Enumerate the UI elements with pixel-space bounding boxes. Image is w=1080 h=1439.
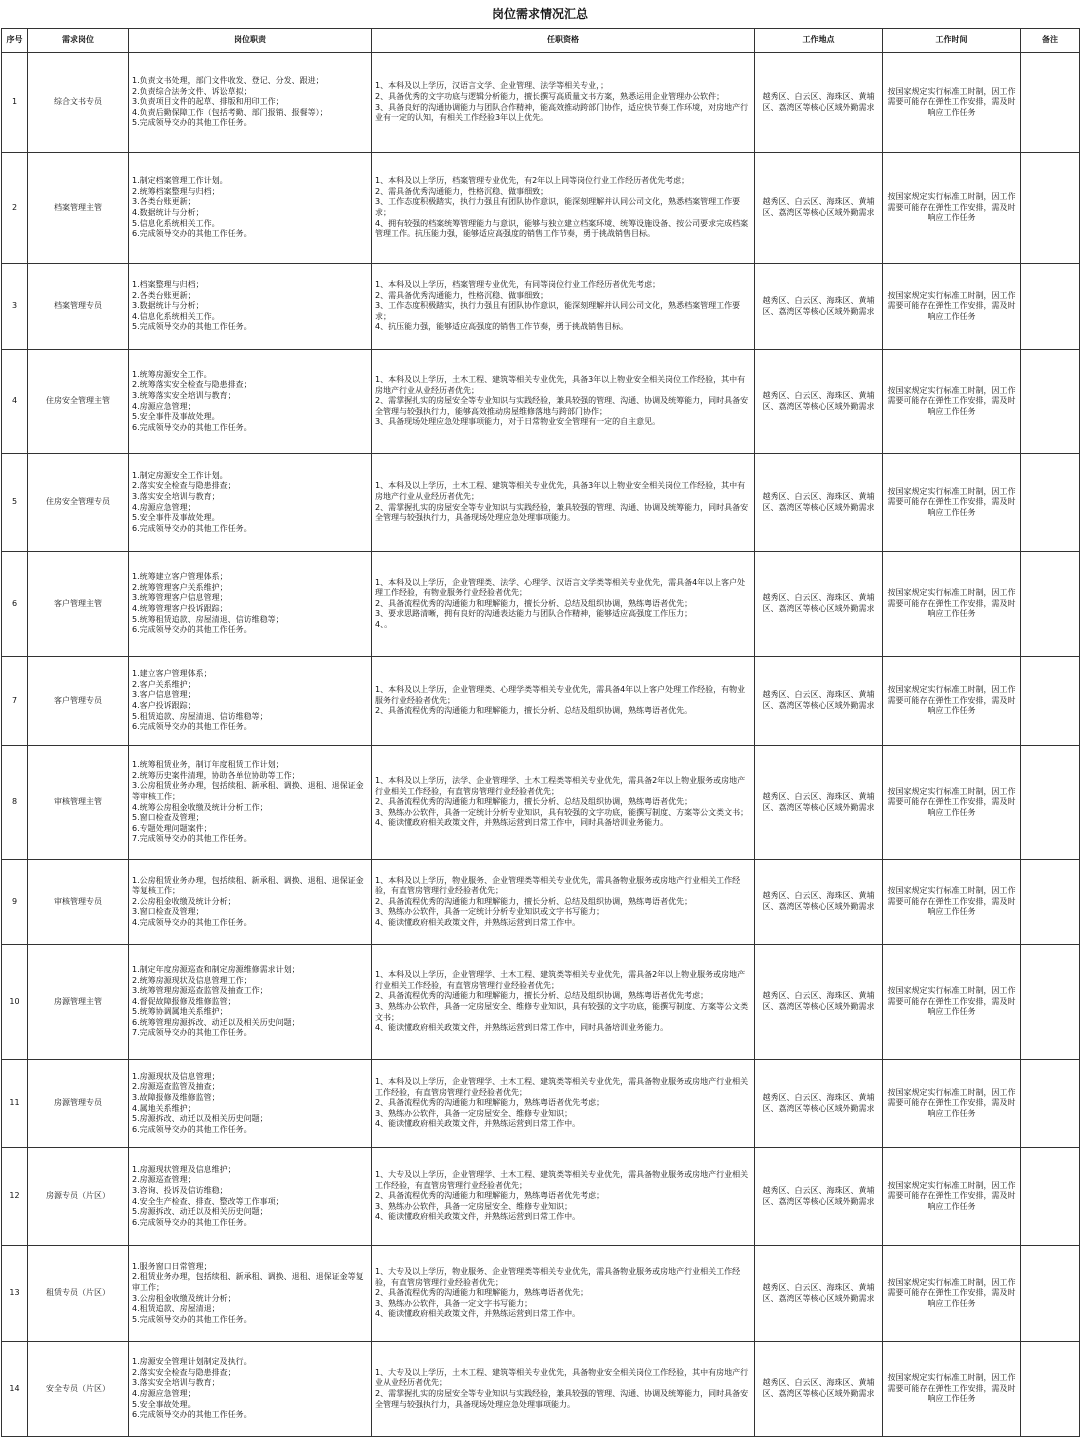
cell-time: 按国家规定实行标准工时制，因工作需要可能存在弹性工作安排，需及时响应工作任务: [883, 264, 1021, 350]
table-row: [2, 1148, 1080, 1246]
cell-position: 审核管理主管: [28, 746, 129, 860]
cell-no: 10: [2, 945, 28, 1060]
header-remark: 备注: [1021, 29, 1080, 53]
header-no: 序号: [2, 29, 28, 53]
cell-remark: [1021, 1246, 1080, 1342]
cell-no: 13: [2, 1246, 28, 1342]
header-position: 需求岗位: [28, 29, 129, 53]
header-row: [2, 29, 1080, 53]
table-row: [2, 264, 1080, 350]
header-qualifications: 任职资格: [372, 29, 755, 53]
cell-qualifications: 1、大专及以上学历，物业服务、企业管理类等相关专业优先，需具备物业服务或房地产行业相关工作经验，有直管房管理行业经验者优先； 2、具备流程优秀的沟通能力和理解能力，熟练粤语者优先； 3、熟练办公软件，具备一定文字书写能力； 4、能读懂政府相关政策文件，并熟练运营到日常工作中。: [372, 1246, 755, 1342]
cell-time: 按国家规定实行标准工时制，因工作需要可能存在弹性工作安排，需及时响应工作任务: [883, 746, 1021, 860]
cell-duties: 1.建立客户管理体系； 2.客户关系维护； 3.客户信息管理； 4.客户投诉跟踪； 5.租赁追款、房屋清退、信访维稳等； 6.完成领导交办的其他工作任务。: [129, 657, 372, 746]
table-row: [2, 860, 1080, 945]
cell-duties: 1.统筹建立客户管理体系； 2.统筹管理客户关系维护； 3.统筹管理客户信息管理； 4.统筹管理客户投诉跟踪； 5.统筹租赁追款、房屋清退、信访维稳等； 6.完成领导交办的其他工作任务。: [129, 552, 372, 657]
cell-position: 综合文书专员: [28, 53, 129, 153]
table-row: [2, 945, 1080, 1060]
cell-remark: [1021, 153, 1080, 264]
cell-time: 按国家规定实行标准工时制，因工作需要可能存在弹性工作安排，需及时响应工作任务: [883, 153, 1021, 264]
cell-qualifications: 1、本科及以上学历，物业服务、企业管理类等相关专业优先，需具备物业服务或房地产行业相关工作经验，有直管房管理行业经验者优先； 2、具备流程优秀的沟通能力和理解能力，擅长分析、总结及组织协调，熟练粤语者优先； 3、熟练办公软件，具备一定统计分析专业知识或文字书写能力； 4、能读懂政府相关政策文件，并熟练运营到日常工作中。: [372, 860, 755, 945]
cell-time: 按国家规定实行标准工时制，因工作需要可能存在弹性工作安排，需及时响应工作任务: [883, 1342, 1021, 1437]
cell-duties: 1.房源安全管理计划制定及执行。 2.落实安全检查与隐患排查； 3.落实安全培训与教育； 4.房源应急管理； 5.安全事故处理。 6.完成领导交办的其他工作任务。: [129, 1342, 372, 1437]
cell-location: 越秀区、白云区、海珠区、黄埔区、荔湾区等核心区域外勤需求: [755, 53, 883, 153]
cell-duties: 1.制定房源安全工作计划。 2.落实安全检查与隐患排查； 3.落实安全培训与教育； 4.房源应急管理； 5.安全事件及事故处理。 6.完成领导交办的其他工作任务。: [129, 454, 372, 552]
cell-position: 档案管理专员: [28, 264, 129, 350]
cell-position: 客户管理专员: [28, 657, 129, 746]
job-requirements-table: [1, 28, 1080, 1437]
cell-position: 租赁专员（片区）: [28, 1246, 129, 1342]
cell-location: 越秀区、白云区、海珠区、黄埔区、荔湾区等核心区域外勤需求: [755, 153, 883, 264]
cell-duties: 1.服务窗口日常管理； 2.租赁业务办理，包括续租、新承租、调换、退租、退保证金等复审工作； 3.公房租金收缴及统计分析； 4.租赁追款、房屋清退； 5.完成领导交办的其他工作任务。: [129, 1246, 372, 1342]
cell-position: 安全专员（片区）: [28, 1342, 129, 1437]
cell-time: 按国家规定实行标准工时制，因工作需要可能存在弹性工作安排，需及时响应工作任务: [883, 1060, 1021, 1148]
cell-qualifications: 1、本科及以上学历，企业管理类、法学、心理学、汉语言文学类等相关专业优先，需具备4年以上客户处理工作经验，有物业服务行业经验者优先； 2、具备流程优秀的沟通能力和理解能力，擅长分析、总结及组织协调，熟练粤语者优先； 3、要求思路清晰，拥有良好的沟通表达能力与团队合作精神，能够适应高强度工作压力； 4、。: [372, 552, 755, 657]
table-row: [2, 1246, 1080, 1342]
cell-no: 3: [2, 264, 28, 350]
cell-remark: [1021, 1342, 1080, 1437]
cell-no: 1: [2, 53, 28, 153]
cell-duties: 1.制定档案管理工作计划。 2.统筹档案整理与归档； 3.各类台账更新； 4.数据统计与分析； 5.信息化系统相关工作。 6.完成领导交办的其他工作任务。: [129, 153, 372, 264]
table-row: [2, 1342, 1080, 1437]
cell-location: 越秀区、白云区、海珠区、黄埔区、荔湾区等核心区域外勤需求: [755, 1060, 883, 1148]
cell-location: 越秀区、白云区、海珠区、黄埔区、荔湾区等核心区域外勤需求: [755, 1148, 883, 1246]
table-row: [2, 454, 1080, 552]
cell-duties: 1.统筹房源安全工作。 2.统筹落实安全检查与隐患排查； 3.统筹落实安全培训与教育； 4.房源应急管理； 5.安全事件及事故处理。 6.完成领导交办的其他工作任务。: [129, 350, 372, 454]
table-row: [2, 1060, 1080, 1148]
table-row: [2, 746, 1080, 860]
cell-time: 按国家规定实行标准工时制，因工作需要可能存在弹性工作安排，需及时响应工作任务: [883, 53, 1021, 153]
cell-remark: [1021, 264, 1080, 350]
cell-position: 审核管理专员: [28, 860, 129, 945]
cell-no: 2: [2, 153, 28, 264]
cell-duties: 1.公房租赁业务办理，包括续租、新承租、调换、退租、退保证金等复核工作； 2.公房租金收缴及统计分析； 3.窗口检查及管理； 4.完成领导交办的其他工作任务。: [129, 860, 372, 945]
cell-duties: 1.房源现状及信息管理； 2.房源巡查监管及抽查； 3.故障报修及维修监管； 4.属地关系维护； 5.房源拆改、动迁以及相关历史问题； 6.完成领导交办的其他工作任务。: [129, 1060, 372, 1148]
cell-qualifications: 1、本科及以上学历，企业管理学、土木工程、建筑类等相关专业优先，需具备物业服务或房地产行业相关工作经验，有直管房管理行业经验者优先； 2、具备流程优秀的沟通能力和理解能力，熟练粤语者优先考虑； 3、熟练办公软件，具备一定房屋安全、维修专业知识； 4、能读懂政府相关政策文件，并熟练运营到日常工作中。: [372, 1060, 755, 1148]
cell-position: 房源管理专员: [28, 1060, 129, 1148]
cell-remark: [1021, 552, 1080, 657]
table-row: [2, 657, 1080, 746]
cell-location: 越秀区、白云区、海珠区、黄埔区、荔湾区等核心区域外勤需求: [755, 454, 883, 552]
table-row: [2, 552, 1080, 657]
cell-no: 14: [2, 1342, 28, 1437]
cell-remark: [1021, 860, 1080, 945]
cell-duties: 1.统筹租赁业务，制订年度租赁工作计划； 2.统筹历史案件清理，协助各单位协助等工作； 3.公房租赁业务办理，包括续租、新承租、调换、退租、退保证金等审核工作； 4.统筹公房租金收缴及统计分析工作； 5.窗口检查及管理； 6.专题处理问题案件； 7.完成领导交办的其他工作任务。: [129, 746, 372, 860]
cell-no: 5: [2, 454, 28, 552]
cell-no: 4: [2, 350, 28, 454]
cell-qualifications: 1、大专及以上学历，土木工程、建筑等相关专业优先，具备物业安全相关岗位工作经验，其中有房地产行业从业经历者优先； 2、需掌握扎实的房屋安全等专业知识与实践经验，兼具较强的管理、沟通、协调及统筹能力，同时具备安全管理与较强执行力，具备现场处理应急处理事项能力。: [372, 1342, 755, 1437]
cell-qualifications: 1、本科及以上学历，土木工程、建筑等相关专业优先，具备3年以上物业安全相关岗位工作经验，其中有房地产行业从业经历者优先； 2、需掌握扎实的房屋安全等专业知识与实践经验，兼具较强的管理、沟通、协调及统筹能力，同时具备安全管理与较强执行力，具备现场处理应急处理事项能力。: [372, 454, 755, 552]
cell-position: 客户管理主管: [28, 552, 129, 657]
cell-time: 按国家规定实行标准工时制，因工作需要可能存在弹性工作安排，需及时响应工作任务: [883, 1148, 1021, 1246]
cell-no: 8: [2, 746, 28, 860]
cell-qualifications: 1、本科及以上学历，档案管理专业优先，有同等岗位行业工作经历者优先考虑； 2、需具备优秀沟通能力，性格沉稳、做事细致； 3、工作态度积极踏实，执行力强且有团队协作意识，能深刻理解并认同公司文化，熟悉档案管理工作要求； 4、抗压能力强，能够适应高强度的销售工作节奏，勇于挑战销售目标。: [372, 264, 755, 350]
header-time: 工作时间: [883, 29, 1021, 53]
cell-time: 按国家规定实行标准工时制，因工作需要可能存在弹性工作安排，需及时响应工作任务: [883, 454, 1021, 552]
cell-location: 越秀区、白云区、海珠区、黄埔区、荔湾区等核心区域外勤需求: [755, 746, 883, 860]
cell-position: 住房安全管理专员: [28, 454, 129, 552]
cell-location: 越秀区、白云区、海珠区、黄埔区、荔湾区等核心区域外勤需求: [755, 1342, 883, 1437]
cell-location: 越秀区、白云区、海珠区、黄埔区、荔湾区等核心区域外勤需求: [755, 264, 883, 350]
table-row: [2, 53, 1080, 153]
cell-no: 7: [2, 657, 28, 746]
table-row: [2, 350, 1080, 454]
cell-time: 按国家规定实行标准工时制，因工作需要可能存在弹性工作安排，需及时响应工作任务: [883, 860, 1021, 945]
cell-qualifications: 1、本科及以上学历，企业管理类、心理学类等相关专业优先，需具备4年以上客户处理工作经验，有物业服务行业经验者优先； 2、具备流程优秀的沟通能力和理解能力，擅长分析、总结及组织协调，熟练粤语者优先。: [372, 657, 755, 746]
cell-remark: [1021, 454, 1080, 552]
cell-no: 6: [2, 552, 28, 657]
cell-duties: 1.房源现状管理及信息维护； 2.房源巡查管理； 3.咨询、投诉及信访维稳； 4.安全生产检查、排查、整改等工作事项； 5.房源拆改、动迁以及相关历史问题； 6.完成领导交办的其他工作任务。: [129, 1148, 372, 1246]
cell-qualifications: 1、大专及以上学历，企业管理学、土木工程、建筑类等相关专业优先，需具备物业服务或房地产行业相关工作经验，有直管房管理行业经验者优先； 2、具备流程优秀的沟通能力和理解能力，熟练粤语者优先考虑； 3、熟练办公软件，具备一定房屋安全、维修专业知识； 4、能读懂政府相关政策文件，并熟练运营到日常工作中。: [372, 1148, 755, 1246]
cell-remark: [1021, 1148, 1080, 1246]
cell-remark: [1021, 53, 1080, 153]
header-location: 工作地点: [755, 29, 883, 53]
cell-time: 按国家规定实行标准工时制，因工作需要可能存在弹性工作安排，需及时响应工作任务: [883, 350, 1021, 454]
cell-qualifications: 1、本科及以上学历，汉语言文学、企业管理、法学等相关专业，； 2、具备优秀的文字功底与逻辑分析能力，擅长撰写高质量文书方案，熟悉运用企业管理办公软件； 3、具备良好的沟通协调能力与团队合作精神，能高效推动跨部门协作，适应快节奏工作环境，对房地产行业有一定的认知，有相关工作经验3年以上优先。: [372, 53, 755, 153]
cell-duties: 1.负责文书处理，部门文件收发、登记、分发、跟进； 2.负责综合法务文件、诉讼草拟； 3.负责项目文件的起草、排版和用印工作； 4.负责后勤保障工作（包括考勤、部门报销、报餐等）； 5.完成领导交办的其他工作任务。: [129, 53, 372, 153]
cell-no: 12: [2, 1148, 28, 1246]
cell-remark: [1021, 350, 1080, 454]
cell-qualifications: 1、本科及以上学历，档案管理专业优先，有2年以上同等岗位行业工作经历者优先考虑； 2、需具备优秀沟通能力，性格沉稳、做事细致； 3、工作态度积极踏实，执行力强且有团队协作意识，能深刻理解并认同公司文化，熟悉档案管理工作要求； 4、拥有较强的档案统筹管理能力与意识，能够与独立建立档案环境、统筹设施设备、按公司要求完成档案管理工作。抗压能力强，能够适应高强度的销售工作节奏，勇于挑战销售目标。: [372, 153, 755, 264]
cell-location: 越秀区、白云区、海珠区、黄埔区、荔湾区等核心区域外勤需求: [755, 657, 883, 746]
cell-position: 房源专员（片区）: [28, 1148, 129, 1246]
cell-time: 按国家规定实行标准工时制，因工作需要可能存在弹性工作安排，需及时响应工作任务: [883, 657, 1021, 746]
cell-remark: [1021, 1060, 1080, 1148]
cell-qualifications: 1、本科及以上学历，企业管理学、土木工程、建筑类等相关专业优先，需具备2年以上物业服务或房地产行业相关工作经验，有直管房管理行业经验者优先； 2、具备流程优秀的沟通能力和理解能力，擅长分析、总结及组织协调，熟练粤语者优先考虑； 3、熟练办公软件，具备一定房屋安全、维修专业知识，具有较强的文字功底，能撰写制度、方案等公文类文书； 4、能读懂政府相关政策文件，并熟练运营到日常工作中，同时具备培训业务能力。: [372, 945, 755, 1060]
cell-location: 越秀区、白云区、海珠区、黄埔区、荔湾区等核心区域外勤需求: [755, 552, 883, 657]
cell-location: 越秀区、白云区、海珠区、黄埔区、荔湾区等核心区域外勤需求: [755, 1246, 883, 1342]
cell-qualifications: 1、本科及以上学历，法学、企业管理学、土木工程类等相关专业优先，需具备2年以上物业服务或房地产行业相关工作经验，有直管房管理行业经验者优先； 2、具备流程优秀的沟通能力和理解能力，擅长分析、总结及组织协调，熟练粤语者优先； 3、熟练办公软件，具备一定统计分析专业知识，具有较强的文字功底，能撰写制度、方案等公文类文书； 4、能读懂政府相关政策文件，并熟练运营到日常工作中，同时具备培训业务能力。: [372, 746, 755, 860]
cell-no: 11: [2, 1060, 28, 1148]
document-title: 岗位需求情况汇总: [491, 7, 588, 21]
cell-time: 按国家规定实行标准工时制，因工作需要可能存在弹性工作安排，需及时响应工作任务: [883, 945, 1021, 1060]
cell-position: 档案管理主管: [28, 153, 129, 264]
cell-location: 越秀区、白云区、海珠区、黄埔区、荔湾区等核心区域外勤需求: [755, 350, 883, 454]
cell-no: 9: [2, 860, 28, 945]
cell-qualifications: 1、本科及以上学历，土木工程、建筑等相关专业优先，具备3年以上物业安全相关岗位工作经验，其中有房地产行业从业经历者优先； 2、需掌握扎实的房屋安全等专业知识与实践经验，兼具较强的管理、沟通、协调及统筹能力，同时具备安全管理与较强执行力，能够高效推动房屋维修落地与跨部门协作； 3、具备现场处理应急处理事项能力，对于日常物业安全管理有一定的自主意见。: [372, 350, 755, 454]
cell-duties: 1.制定年度房源巡查和制定房源维修需求计划； 2.统筹房源现状及信息管理工作； 3.统筹管理房源巡查监管及抽查工作； 4.督促故障报修及维修监管； 5.统筹协调属地关系维护； 6.统筹管理房源拆改、动迁以及相关历史问题； 7.完成领导交办的其他工作任务。: [129, 945, 372, 1060]
cell-time: 按国家规定实行标准工时制，因工作需要可能存在弹性工作安排，需及时响应工作任务: [883, 1246, 1021, 1342]
cell-time: 按国家规定实行标准工时制，因工作需要可能存在弹性工作安排，需及时响应工作任务: [883, 552, 1021, 657]
cell-remark: [1021, 746, 1080, 860]
header-duties: 岗位职责: [129, 29, 372, 53]
cell-remark: [1021, 945, 1080, 1060]
cell-location: 越秀区、白云区、海珠区、黄埔区、荔湾区等核心区域外勤需求: [755, 860, 883, 945]
cell-duties: 1.档案整理与归档； 2.各类台账更新； 3.数据统计与分析； 4.信息化系统相关工作。 5.完成领导交办的其他工作任务。: [129, 264, 372, 350]
table-row: [2, 153, 1080, 264]
cell-location: 越秀区、白云区、海珠区、黄埔区、荔湾区等核心区域外勤需求: [755, 945, 883, 1060]
cell-position: 住房安全管理主管: [28, 350, 129, 454]
cell-position: 房源管理主管: [28, 945, 129, 1060]
cell-remark: [1021, 657, 1080, 746]
